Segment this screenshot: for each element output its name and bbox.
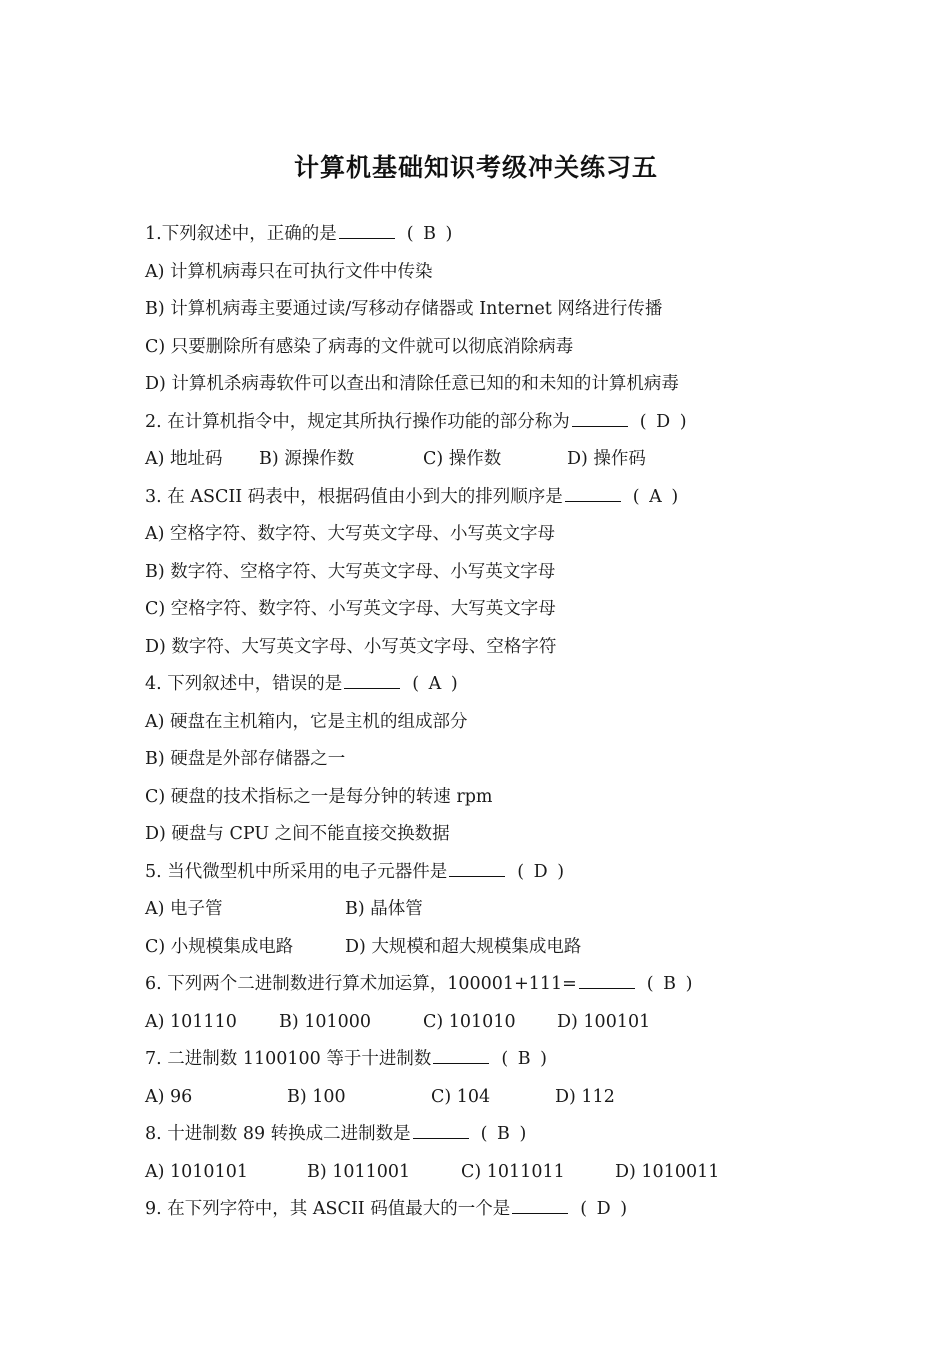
- question-4-option-d: D) 硬盘与 CPU 之间不能直接交换数据: [145, 824, 450, 844]
- answer-key: ( B ): [406, 224, 453, 244]
- option-c: C) 101010: [423, 1011, 516, 1032]
- answer-key: ( D ): [517, 861, 565, 882]
- question-2-stem: [145, 408, 845, 446]
- answer-blank: [344, 670, 400, 689]
- question-list: [145, 220, 845, 1233]
- option-a: A) 电子管: [145, 899, 223, 919]
- question-8-stem: [145, 1120, 845, 1158]
- question-1-option-d: D) 计算机杀病毒软件可以查出和清除任意已知的和未知的计算机病毒: [145, 374, 679, 394]
- option-a: A) 1010101: [145, 1161, 248, 1182]
- question-stem-text: 2. 在计算机指令中，规定其所执行操作功能的部分称为: [145, 411, 570, 432]
- question-2-options: [145, 445, 845, 483]
- question-stem-text: 9. 在下列字符中，其 ASCII 码值最大的一个是: [145, 1199, 511, 1219]
- question-3-stem: [145, 483, 845, 521]
- question-3-option-b: B) 数字符、空格字符、大写英文字母、小写英文字母: [145, 561, 556, 582]
- question-1-option-b: B) 计算机病毒主要通过读/写移动存储器或 Internet 网络进行传播: [145, 299, 663, 319]
- question-4-option-b: B) 硬盘是外部存储器之一: [145, 749, 346, 769]
- answer-key: ( B ): [501, 1049, 547, 1069]
- option-d: D) 操作码: [567, 449, 646, 469]
- option-b: B) 101000: [279, 1011, 372, 1032]
- answer-key: ( B ): [646, 974, 693, 994]
- answer-blank: [579, 970, 635, 989]
- option-a: A) 101110: [145, 1011, 237, 1032]
- option-d: D) 1010011: [615, 1161, 720, 1182]
- option-b: B) 晶体管: [345, 899, 423, 919]
- answer-blank: [339, 220, 395, 239]
- answer-blank: [413, 1120, 469, 1139]
- question-5-stem: [145, 858, 845, 896]
- question-3-option-a: A) 空格字符、数字符、大写英文字母、小写英文字母: [145, 524, 556, 544]
- question-stem-text: 6. 下列两个二进制数进行算术加运算，100001+111=: [145, 974, 577, 994]
- question-stem-text: 5. 当代微型机中所采用的电子元器件是: [145, 861, 448, 882]
- question-1-option-a: A) 计算机病毒只在可执行文件中传染: [145, 261, 433, 282]
- answer-blank: [572, 408, 628, 427]
- answer-blank: [565, 483, 621, 502]
- question-4-stem: [145, 670, 845, 708]
- question-3-option-c: C) 空格字符、数字符、小写英文字母、大写英文字母: [145, 599, 556, 619]
- question-stem-text: 1.下列叙述中，正确的是: [145, 224, 337, 244]
- option-a: A) 地址码: [145, 449, 223, 469]
- page-title: 计算机基础知识考级冲关练习五: [293, 153, 658, 182]
- question-6-options: [145, 1008, 845, 1046]
- option-c: C) 小规模集成电路: [145, 936, 294, 957]
- question-5-options-row-1: [145, 895, 845, 933]
- answer-blank: [512, 1195, 568, 1214]
- question-stem-text: 8. 十进制数 89 转换成二进制数是: [145, 1124, 411, 1144]
- option-c: C) 104: [431, 1086, 491, 1107]
- question-4-option-a: A) 硬盘在主机箱内，它是主机的组成部分: [145, 711, 468, 732]
- option-d: D) 大规模和超大规模集成电路: [345, 936, 582, 957]
- option-c: C) 操作数: [423, 449, 502, 469]
- question-stem-text: 4. 下列叙述中，错误的是: [145, 674, 343, 694]
- answer-blank: [433, 1045, 489, 1064]
- option-b: B) 100: [287, 1086, 346, 1107]
- question-5-options-row-2: [145, 933, 845, 971]
- answer-key: ( D ): [639, 411, 687, 432]
- question-6-stem: [145, 970, 845, 1008]
- option-b: B) 1011001: [307, 1161, 411, 1182]
- question-7-options: [145, 1083, 845, 1121]
- question-8-options: [145, 1158, 845, 1196]
- option-b: B) 源操作数: [259, 449, 355, 469]
- question-1-option-c: C) 只要删除所有感染了病毒的文件就可以彻底消除病毒: [145, 336, 574, 357]
- answer-key: ( A ): [632, 486, 679, 507]
- question-4-option-c: C) 硬盘的技术指标之一是每分钟的转速 rpm: [145, 786, 493, 807]
- question-stem-text: 3. 在 ASCII 码表中，根据码值由小到大的排列顺序是: [145, 486, 563, 507]
- answer-key: ( B ): [480, 1124, 527, 1144]
- question-1-stem: [145, 220, 845, 258]
- answer-key: ( A ): [412, 674, 458, 694]
- option-d: D) 100101: [557, 1011, 651, 1032]
- option-a: A) 96: [145, 1086, 193, 1107]
- answer-blank: [449, 858, 505, 877]
- answer-key: ( D ): [580, 1199, 628, 1219]
- option-c: C) 1011011: [461, 1161, 565, 1182]
- question-7-stem: [145, 1045, 845, 1083]
- question-9-stem: [145, 1195, 845, 1233]
- option-d: D) 112: [555, 1086, 615, 1107]
- question-3-option-d: D) 数字符、大写英文字母、小写英文字母、空格字符: [145, 636, 557, 657]
- question-stem-text: 7. 二进制数 1100100 等于十进制数: [145, 1049, 432, 1069]
